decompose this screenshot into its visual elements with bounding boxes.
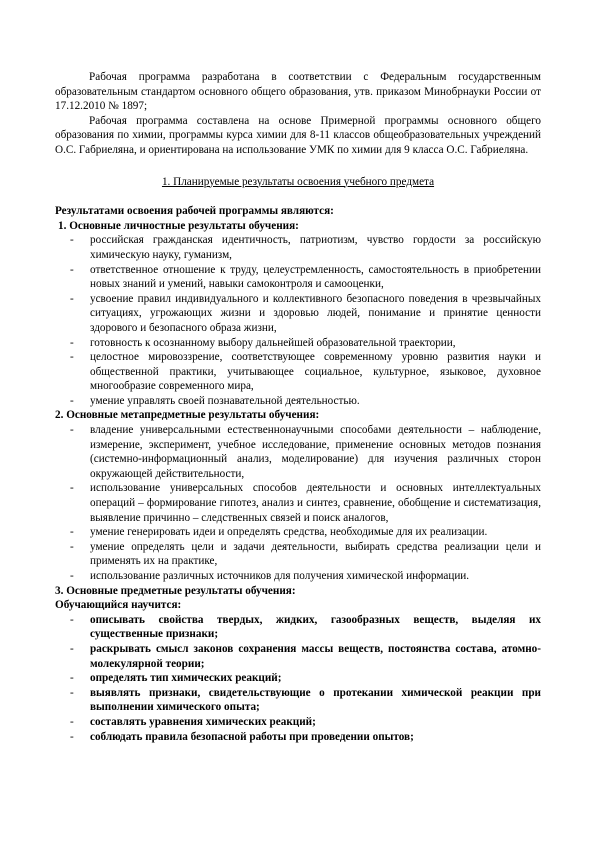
bullet-dash: - [70, 642, 74, 655]
list-item: - готовность к осознанному выбору дальнейшей образовательной траектории, [70, 336, 456, 349]
list-item: - выявлять признаки, свидетельствующие о протекании химической реакции при выполнении химического опыта; [70, 686, 541, 714]
bullet-dash: - [70, 672, 74, 685]
list-item: - целостное мировоззрение, соответствующее современному уровню развития науки и общественной практики, учитывающее социальное, культурное, языковое, духовное многообразие современного мира, [70, 351, 541, 393]
bullet-dash: - [70, 540, 74, 553]
bullet-dash: - [70, 263, 74, 276]
list-item: - использование различных источников для получения химической информации. [70, 570, 470, 582]
bullet-dash: - [70, 730, 74, 743]
bullet-dash: - [70, 482, 74, 495]
personal-results-heading: 1. Основные личностные результаты обучения: [58, 219, 299, 232]
bullet-dash: - [70, 526, 74, 539]
bullet-dash: - [70, 394, 74, 407]
bullet-dash: - [70, 292, 74, 305]
subject-results-heading: 3. Основные предметные результаты обучения: [55, 584, 296, 597]
meta-results-heading: 2. Основные метапредметные результаты обучения: [55, 409, 320, 422]
list-item: - соблюдать правила безопасной работы при проведении опытов; [70, 730, 414, 743]
list-item: - умение управлять своей познавательной деятельностью. [70, 394, 360, 407]
list-item: - владение универсальными естественнонаучными способами деятельности – наблюдение, измерение, эксперимент, учебное исследование, применение основных методов познания (системно-информационный анализ, моделирование) для изучения различных сторон окружающей действительности, [70, 424, 541, 480]
bullet-dash: - [70, 686, 74, 699]
meta-results-list [55, 423, 541, 584]
results-heading: Результатами освоения рабочей программы являются: [55, 205, 334, 218]
list-item: - раскрывать смысл законов сохранения массы веществ, постоянства состава, атомно-молекулярной теории; [70, 642, 541, 670]
list-item: - составлять уравнения химических реакций; [70, 715, 316, 728]
bullet-dash: - [70, 570, 74, 582]
intro-paragraph-2: Рабочая программа составлена на основе Примерной программы основного общего образования по химии, программы курса химии для 8-11 классов общеобразовательных учреждений О.С. Габриеляна, и ориентирована на использование УМК по химии для 9 класса О.С. Габриеляна. [55, 114, 541, 156]
section-title: 1. Планируемые результаты освоения учебного предмета [161, 175, 435, 188]
list-item: - умение генерировать идеи и определять средства, необходимые для их реализации. [70, 526, 488, 539]
bullet-dash: - [70, 336, 74, 349]
list-item: - описывать свойства твердых, жидких, газообразных веществ, выделяя их существенные признаки; [70, 613, 541, 641]
list-item: - усвоение правил индивидуального и коллективного безопасного поведения в чрезвычайных ситуациях, угрожающих жизни и здоровью людей, понимание и принятие ценности здорового и безопасного образа жизни, [70, 292, 541, 334]
list-item: - умение определять цели и задачи деятельности, выбирать средства реализации цели и применять их на практике, [70, 540, 541, 568]
bullet-dash: - [70, 351, 74, 364]
personal-results-list [55, 233, 541, 408]
list-item: - определять тип химических реакций; [70, 672, 282, 685]
learner-heading: Обучающийся научится: [55, 599, 182, 612]
list-item: - использование универсальных способов деятельности и основных интеллектуальных операций – формирование гипотез, анализ и синтез, сравнение, обобщение и систематизация, выявление причинно – следственных связей и поиск аналогов, [70, 482, 541, 524]
bullet-dash: - [70, 424, 74, 437]
list-item: - российская гражданская идентичность, патриотизм, чувство гордости за российскую химическую науку, гуманизм, [70, 234, 541, 261]
bullet-dash: - [70, 234, 74, 247]
bullet-dash: - [70, 715, 74, 728]
bullet-dash: - [70, 613, 74, 626]
list-item: - ответственное отношение к труду, целеустремленность, самостоятельность в приобретении новых знаний и умений, навыки самоконтроля и самооценки, [70, 263, 541, 291]
intro-paragraph-1: Рабочая программа разработана в соответствии с Федеральным государственным образовательным стандартом основного общего образования, утв. приказом Минобрнауки России от 17.12.2010 № 1897; [55, 71, 541, 113]
subject-results-list [55, 613, 541, 744]
